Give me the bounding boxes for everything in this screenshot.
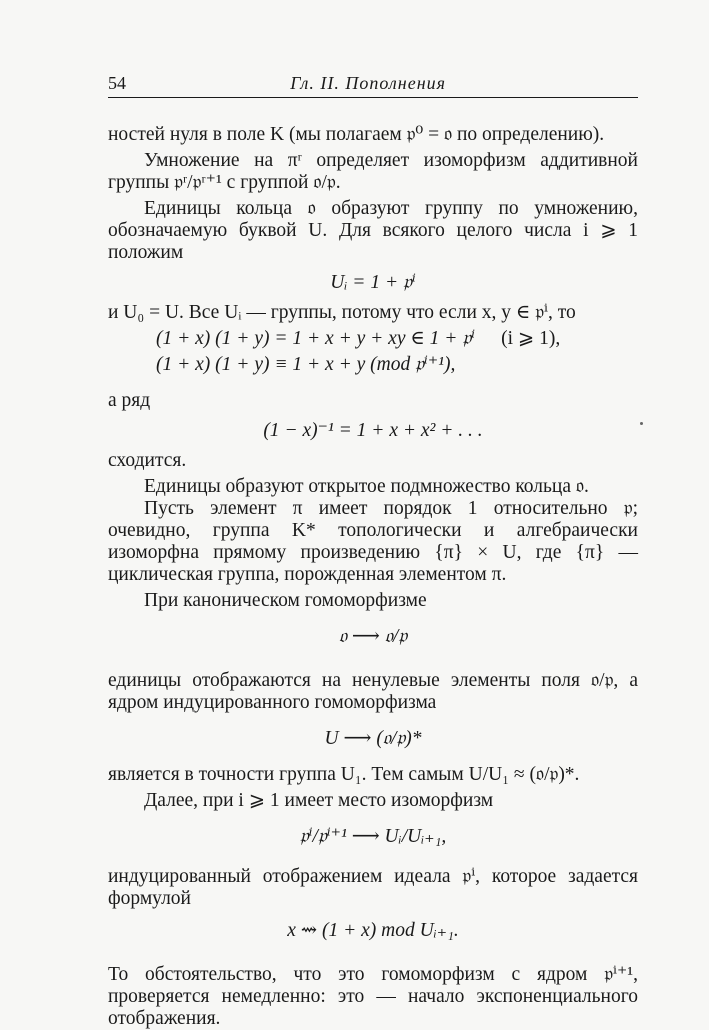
formula: x ⇝ (1 + x) mod Uᵢ₊₁.: [287, 920, 459, 941]
formula-body: (1 + x) (1 + y) = 1 + x + y + xy ∈ 1 + 𝔭ⁱ: [156, 328, 476, 349]
paragraph: Пусть элемент π имеет порядок 1 относительно 𝔭; очевидно, группа K* топологически и алгебраически изоморфна прямому произведению {π} × U, где {π} — циклическая группа, порожденная элементом π.: [108, 498, 638, 585]
formula: [108, 328, 638, 350]
page-number: 54: [108, 73, 126, 93]
paragraph: При каноническом гомоморфизме: [144, 590, 427, 611]
paragraph: является в точности группа U₁. Тем самым U/U₁ ≈ (𝔬/𝔭)*.: [108, 764, 580, 785]
running-title: Гл. II. Пополнения: [290, 73, 446, 93]
formula: 𝔬 ⟶ 𝔬/𝔭: [338, 626, 408, 647]
page-header: [108, 72, 638, 98]
paragraph: Единицы кольца 𝔬 образуют группу по умножению, обозначаемую буквой U. Для всякого целого числа i ⩾ 1 положим: [108, 198, 638, 263]
paragraph: То обстоятельство, что это гомоморфизм с ядром 𝔭ⁱ⁺¹, проверяется немедленно: это — начало экспоненциального отображения.: [108, 964, 638, 1029]
paragraph: сходится.: [108, 450, 187, 471]
paragraph: и U₀ = U. Все Uᵢ — группы, потому что если x, y ∈ 𝔭ⁱ, то: [108, 302, 576, 323]
paragraph: Единицы образуют открытое подмножество кольца 𝔬.: [144, 476, 589, 497]
paragraph: Умножение на πʳ определяет изоморфизм аддитивной группы 𝔭ʳ/𝔭ʳ⁺¹ с группой 𝔬/𝔭.: [108, 150, 638, 193]
paragraph: ностей нуля в поле K (мы полагаем 𝔭⁰ = 𝔬 по определению).: [108, 124, 605, 145]
paragraph: Далее, при i ⩾ 1 имеет место изоморфизм: [144, 790, 494, 811]
formula: 𝔭ⁱ/𝔭ⁱ⁺¹ ⟶ Uᵢ/Uᵢ₊₁,: [299, 826, 447, 847]
book-page: [108, 72, 638, 1030]
paragraph: единицы отображаются на ненулевые элементы поля 𝔬/𝔭, а ядром индуцированного гомоморфизма: [108, 670, 638, 713]
formula-condition: (i ⩾ 1),: [501, 328, 561, 349]
paragraph: а ряд: [108, 390, 151, 411]
formula: U ⟶ (𝔬/𝔭)*: [324, 728, 422, 749]
formula: Uᵢ = 1 + 𝔭ⁱ: [330, 272, 416, 293]
formula: (1 − x)⁻¹ = 1 + x + x² + . . .: [263, 420, 483, 441]
paragraph: индуцированный отображением идеала 𝔭ⁱ, которое задается формулой: [108, 866, 638, 909]
scan-speck: [640, 422, 643, 425]
formula: (1 + x) (1 + y) ≡ 1 + x + y (mod 𝔭ⁱ⁺¹),: [156, 354, 456, 375]
